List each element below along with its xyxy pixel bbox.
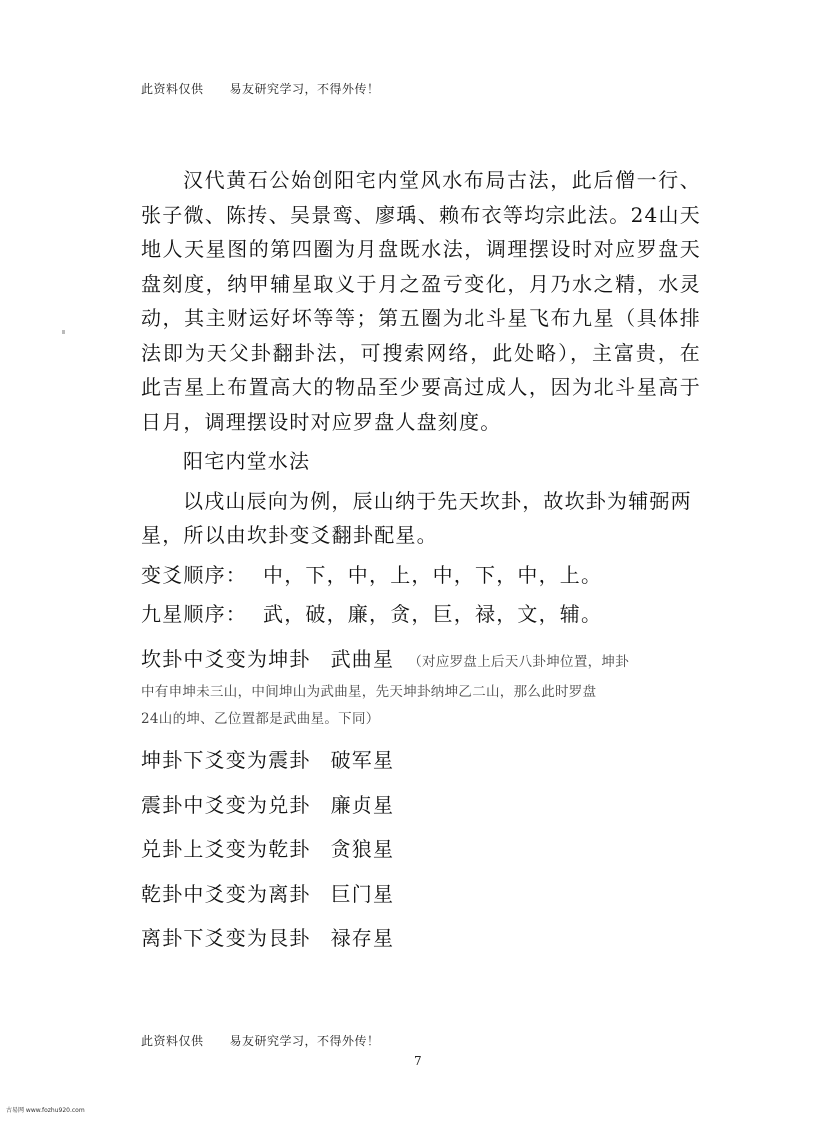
gua-note-line3: 24山的坤、乙位置都是武曲星。下同） xyxy=(141,711,380,727)
header-note-right: 易友研究学习，不得外传！ xyxy=(229,82,380,96)
gua-star: 武曲星 xyxy=(330,646,395,671)
gua-change: 坤卦下爻变为震卦 xyxy=(141,748,311,772)
header-note xyxy=(141,80,380,97)
gua-change: 坎卦中爻变为坤卦 xyxy=(141,646,311,671)
yao-order-line xyxy=(141,553,701,593)
paragraph-history: 汉代黄石公始创阳宅内堂风水布局古法，此后僧一行、张子微、陈抟、吴景鸾、廖瑀、赖布衣等均宗此法。24山天地人天星图的第四圈为月盘既水法，调理摆设时对应罗盘天盘刻度，纳甲辅星取义于月之盈亏变化，月乃水之精，水灵动，其主财运好坏等等；第五圈为北斗星飞布九星（具体排法即为天父卦翻卦法，可搜索网络，此处略），主富贵，在此吉星上布置高大的物品至少要高过成人，因为北斗星高于日月，调理摆设时对应罗盘人盘刻度。 xyxy=(141,168,701,434)
gua-change: 离卦下爻变为艮卦 xyxy=(141,926,311,950)
footer-note-right: 易友研究学习，不得外传！ xyxy=(229,1034,380,1048)
gua-line-2 xyxy=(141,733,701,778)
gua-line-4 xyxy=(141,822,701,867)
page-number: 7 xyxy=(414,1054,422,1068)
gua-line-1 xyxy=(141,632,701,680)
yao-order-label: 变爻顺序： xyxy=(141,562,247,587)
gua-star: 廉贞星 xyxy=(330,792,395,817)
gua-star: 禄存星 xyxy=(330,926,395,950)
footer-note-left: 此资料仅供 xyxy=(141,1034,204,1048)
footer-note xyxy=(141,1032,380,1049)
gua-star: 巨门星 xyxy=(330,881,395,906)
star-order-label: 九星顺序： xyxy=(141,602,247,626)
gua-change: 乾卦中爻变为离卦 xyxy=(141,881,311,906)
body-text xyxy=(141,163,701,956)
yao-order-values: 中，下，中，上，中，下，中，上。 xyxy=(263,562,603,587)
section-heading: 阳宅内堂水法 xyxy=(183,449,311,473)
gua-line-5 xyxy=(141,867,701,912)
gua-star: 破军星 xyxy=(330,748,395,772)
paragraph-example: 以戌山辰向为例，辰山纳于先天坎卦，故坎卦为辅弼两星，所以由坎卦变爻翻卦配星。 xyxy=(141,488,692,547)
gua-star: 贪狼星 xyxy=(330,837,395,861)
star-order-values: 武，破，廉，贪，巨，禄，文，辅。 xyxy=(263,602,603,626)
star-order-line xyxy=(141,592,701,632)
scan-artifact xyxy=(62,330,65,334)
gua-line-6 xyxy=(141,911,701,956)
site-watermark: 古易网 www.fozhu920.com xyxy=(6,1107,85,1114)
header-note-left: 此资料仅供 xyxy=(141,82,204,96)
gua-note-line1: （对应罗盘上后天八卦坤位置，坤卦 xyxy=(408,653,630,670)
gua-change: 兑卦上爻变为乾卦 xyxy=(141,837,311,861)
gua-note-line2: 中有申坤未三山，中间坤山为武曲星，先天坤卦纳坤乙二山，那么此时罗盘 xyxy=(141,684,597,700)
gua-line-3 xyxy=(141,778,701,823)
gua-change: 震卦中爻变为兑卦 xyxy=(141,792,311,817)
